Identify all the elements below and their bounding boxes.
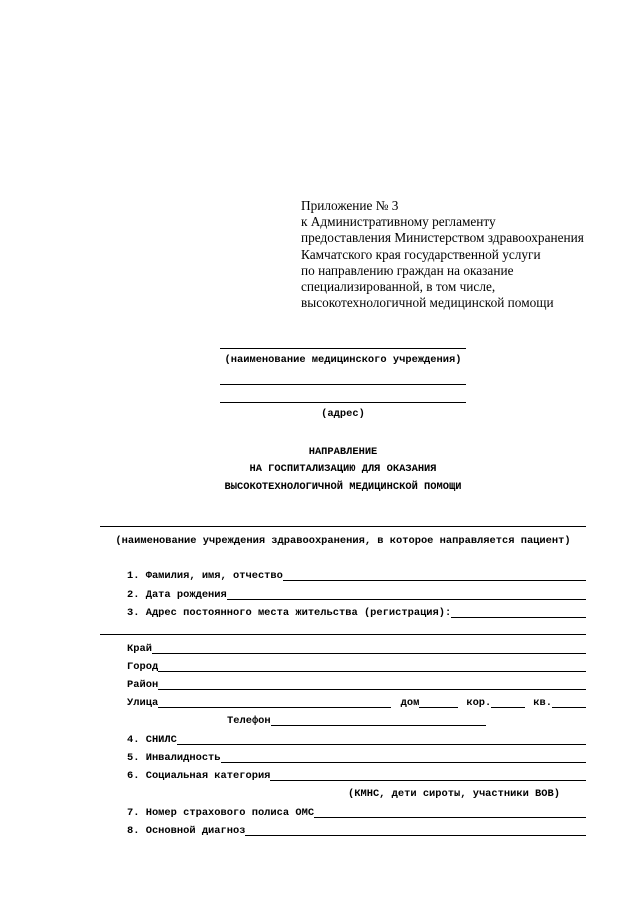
institution-caption: (наименование медицинского учреждения) <box>224 354 462 366</box>
region-label: Край <box>127 643 152 655</box>
appendix-block <box>301 198 601 311</box>
appendix-line: к Административному регламенту <box>301 214 496 230</box>
appendix-line: специализированной, в том числе, <box>301 278 496 294</box>
diagnosis-input-line[interactable] <box>245 834 586 836</box>
oms-policy-input-line[interactable] <box>314 816 586 818</box>
appendix-line: Камчатского края государственной услуги <box>301 246 541 262</box>
street-input-line[interactable] <box>158 706 390 708</box>
city-label: Город <box>127 661 159 673</box>
full-name-input-line[interactable] <box>283 579 586 581</box>
document-title: НАПРАВЛЕНИЕ <box>308 446 378 458</box>
address-separator-line[interactable] <box>100 634 586 635</box>
phone-field[interactable] <box>227 715 486 727</box>
diagnosis-field[interactable] <box>127 825 586 837</box>
disability-field[interactable] <box>127 752 586 764</box>
appendix-line: по направлению граждан на оказание <box>301 262 514 278</box>
full-name-field[interactable] <box>127 570 586 582</box>
document-subtitle: НА ГОСПИТАЛИЗАЦИЮ ДЛЯ ОКАЗАНИЯ <box>249 463 437 475</box>
document-subtitle: ВЫСОКОТЕХНОЛОГИЧНОЙ МЕДИЦИНСКОЙ ПОМОЩИ <box>224 481 462 493</box>
apartment-input-line[interactable] <box>552 706 586 708</box>
appendix-line: высокотехнологичной медицинской помощи <box>301 295 554 311</box>
oms-policy-label: 7. Номер страхового полиса ОМС <box>127 807 315 819</box>
social-category-hint: (КМНС, дети сироты, участники ВОВ) <box>348 788 561 800</box>
district-input-line[interactable] <box>158 688 586 690</box>
social-category-field[interactable] <box>127 770 586 782</box>
birth-date-label: 2. Дата рождения <box>127 589 227 601</box>
house-label: дом <box>400 697 420 709</box>
street-label: Улица <box>127 697 159 709</box>
region-input-line[interactable] <box>152 652 586 654</box>
social-category-label: 6. Социальная категория <box>127 770 271 782</box>
appendix-line: предоставления Министерством здравоохранения <box>301 230 584 246</box>
address-line-1[interactable] <box>220 384 466 385</box>
city-input-line[interactable] <box>158 670 586 672</box>
address-caption: (адрес) <box>321 408 365 420</box>
disability-input-line[interactable] <box>221 761 586 763</box>
house-input-line[interactable] <box>419 706 458 708</box>
birth-date-input-line[interactable] <box>227 598 586 600</box>
district-label: Район <box>127 679 159 691</box>
destination-line[interactable] <box>100 526 586 527</box>
disability-label: 5. Инвалидность <box>127 752 221 764</box>
building-input-line[interactable] <box>491 706 525 708</box>
snils-input-line[interactable] <box>177 743 586 745</box>
district-field[interactable] <box>127 679 586 691</box>
appendix-line: Приложение № 3 <box>301 198 399 213</box>
address-label: 3. Адрес постоянного места жительства (регистрация): <box>127 607 452 619</box>
address-field[interactable] <box>127 607 586 619</box>
destination-caption: (наименование учреждения здравоохранения, в которое направляется пациент) <box>115 535 571 547</box>
institution-name-line[interactable] <box>220 348 466 349</box>
region-field[interactable] <box>127 643 586 655</box>
phone-input-line[interactable] <box>271 724 486 726</box>
snils-field[interactable] <box>127 734 586 746</box>
building-label: кор. <box>466 697 492 709</box>
diagnosis-label: 8. Основной диагноз <box>127 825 246 837</box>
full-name-label: 1. Фамилия, имя, отчество <box>127 570 283 582</box>
city-field[interactable] <box>127 661 586 673</box>
birth-date-field[interactable] <box>127 589 586 601</box>
apartment-label: кв. <box>533 697 552 709</box>
address-line-2[interactable] <box>220 402 466 403</box>
address-input-line[interactable] <box>451 616 586 618</box>
oms-policy-field[interactable] <box>127 807 586 819</box>
phone-label: Телефон <box>227 715 271 727</box>
street-row <box>127 697 586 709</box>
snils-label: 4. СНИЛС <box>127 734 177 746</box>
social-category-input-line[interactable] <box>270 779 586 781</box>
